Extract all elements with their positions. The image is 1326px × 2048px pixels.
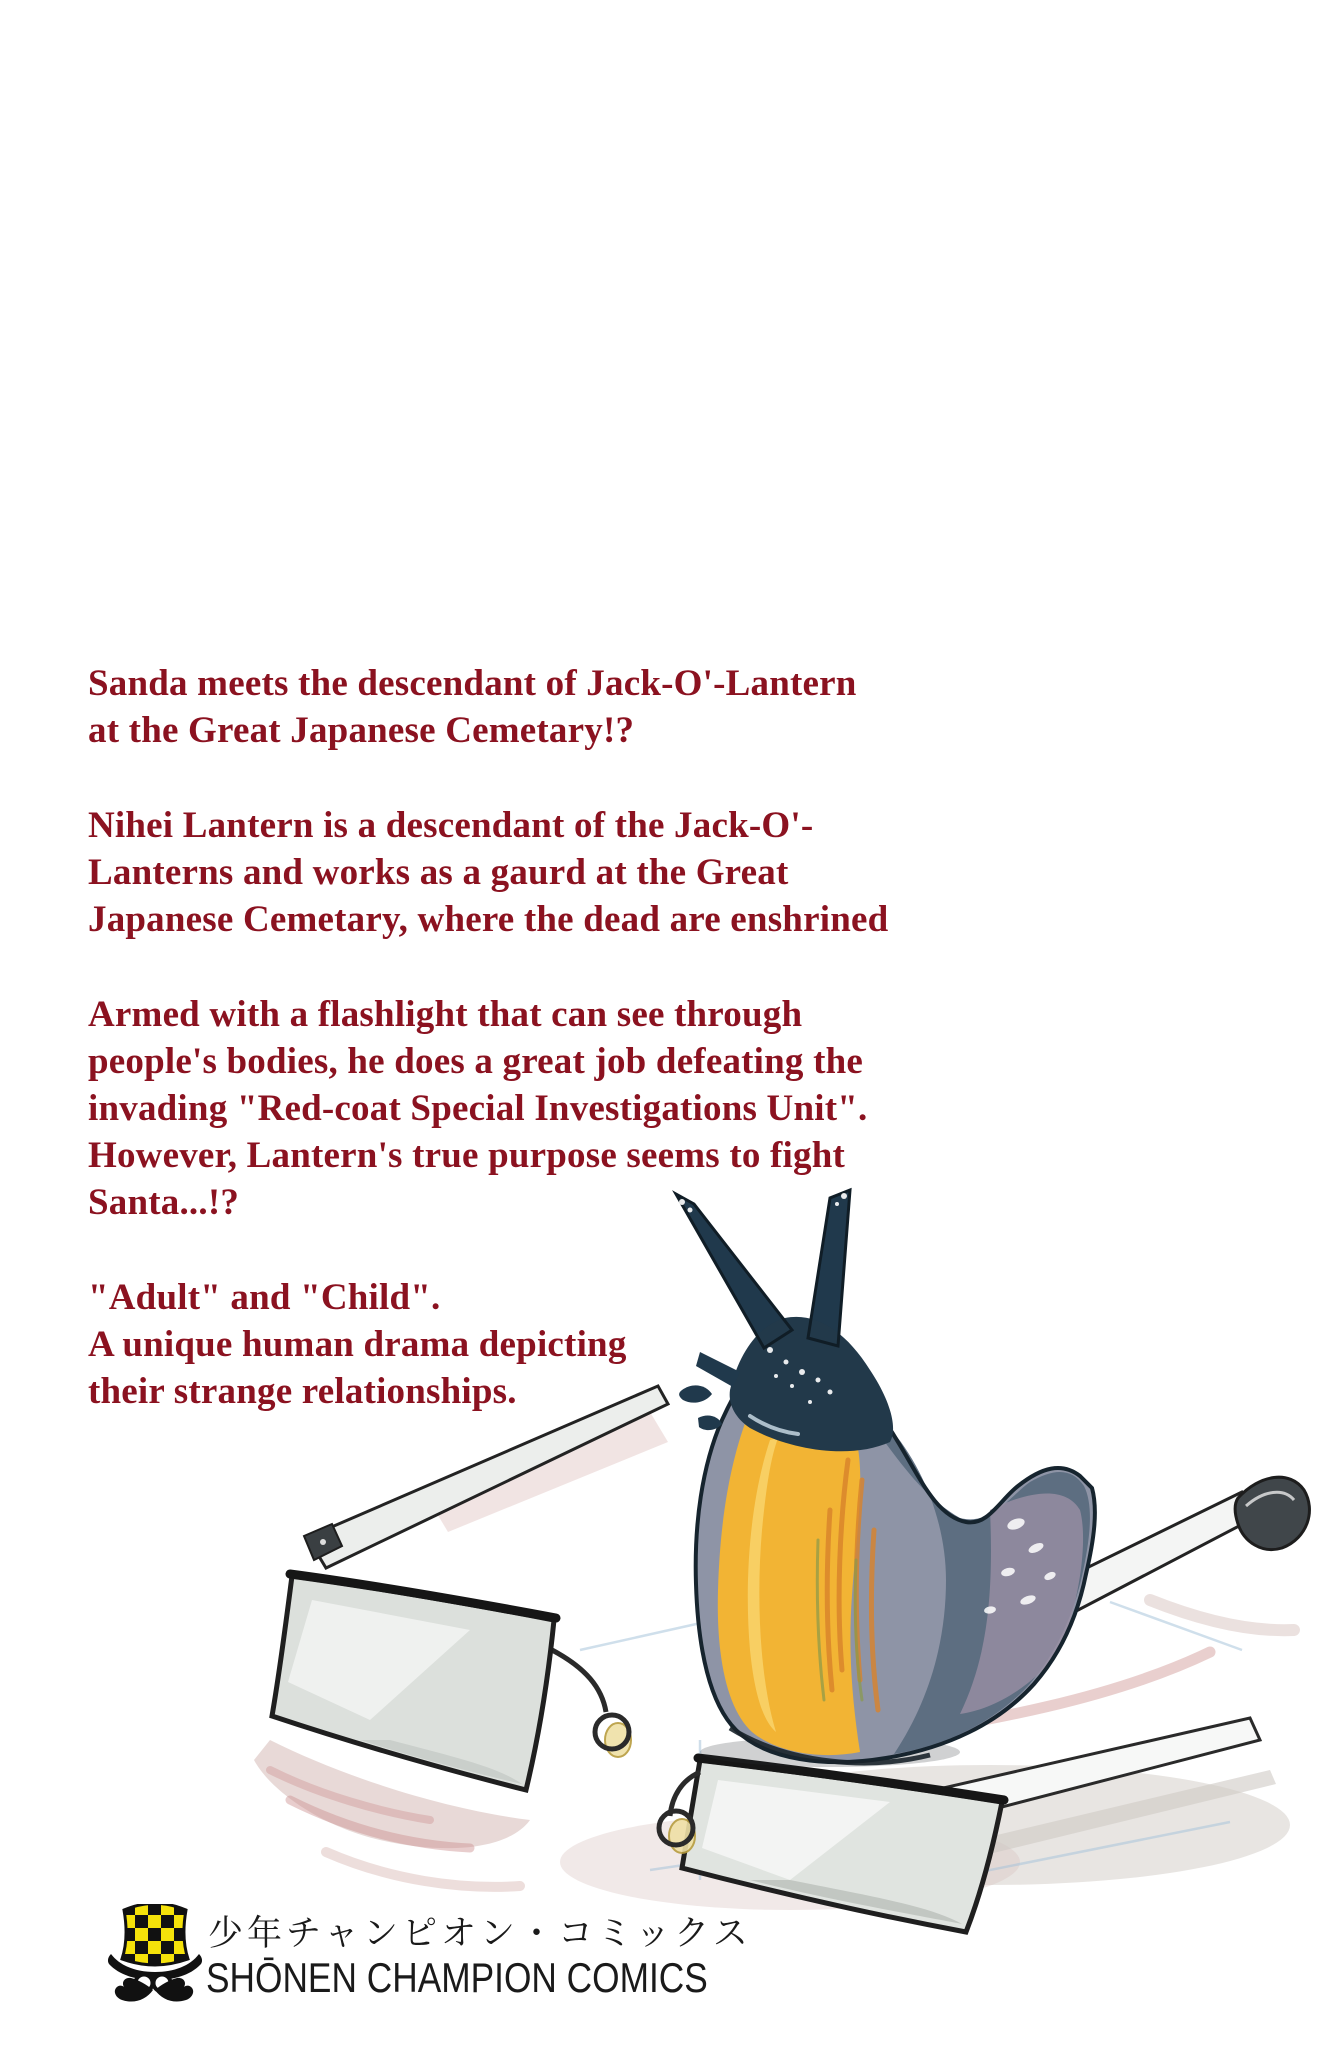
glasses-nose-pads — [552, 1650, 700, 1853]
publisher-block — [108, 1902, 1008, 2006]
synopsis-line: Nihei Lantern is a descendant of the Jack-O'- — [88, 805, 814, 846]
slug-head — [676, 1190, 893, 1451]
synopsis-line: Santa...!? — [88, 1182, 240, 1223]
synopsis-line: However, Lantern's true purpose seems to fight — [88, 1135, 846, 1176]
slug — [676, 1190, 1095, 1767]
synopsis-line: people's bodies, he does a great job defeating the — [88, 1041, 864, 1082]
synopsis-line: Japanese Cemetary, where the dead are enshrined — [88, 899, 889, 940]
synopsis-line: invading "Red-coat Special Investigations Unit". — [88, 1088, 868, 1129]
champion-hat-logo — [108, 1904, 202, 2004]
synopsis-line: Sanda meets the descendant of Jack-O'-Lantern — [88, 663, 857, 704]
publisher-name-japanese: 少年チャンピオン・コミックス — [208, 1914, 752, 1953]
glasses-left-lens — [272, 1574, 556, 1790]
synopsis-line: A unique human drama depicting — [88, 1324, 627, 1365]
publisher-name-english: SHŌNEN CHAMPION COMICS — [206, 1954, 708, 2001]
synopsis-line: Armed with a flashlight that can see through — [88, 994, 803, 1035]
synopsis-line: at the Great Japanese Cemetary!? — [88, 710, 635, 751]
glasses-left-temple — [304, 1386, 668, 1568]
synopsis-line: "Adult" and "Child". — [88, 1277, 441, 1318]
synopsis-line: their strange relationships. — [88, 1371, 517, 1412]
synopsis-line: Lanterns and works as a gaurd at the Great — [88, 852, 789, 893]
slug-glasses-illustration — [230, 1180, 1326, 1940]
temple-ear-hook — [1235, 1477, 1309, 1549]
